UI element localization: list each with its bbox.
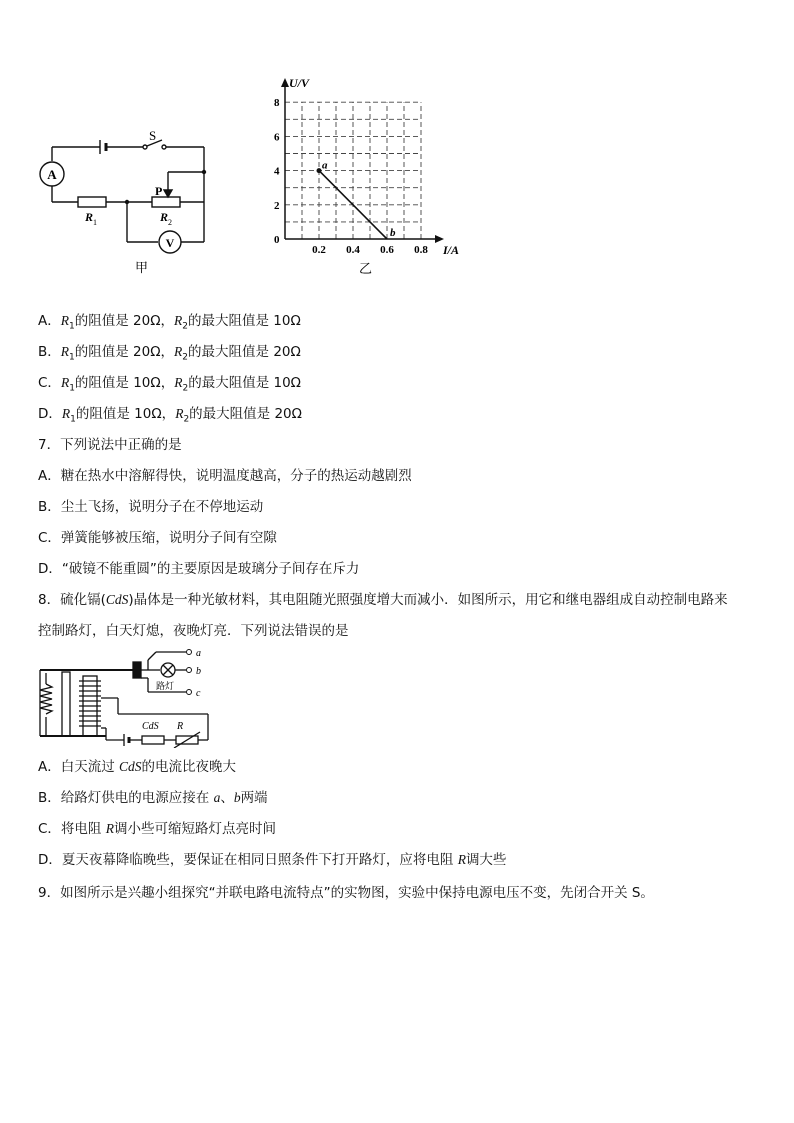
- point-a-label: a: [322, 159, 328, 172]
- q6-option-part: R: [174, 344, 183, 359]
- q8-option-a: [38, 758, 236, 776]
- x-tick-label: 0.8: [414, 244, 428, 256]
- q8-option-part: A．白天流过: [38, 759, 120, 775]
- switch-contact-left: [143, 145, 147, 149]
- q6-option-part: R: [60, 313, 69, 328]
- q8-stem-part: 8．硫化镉(: [38, 592, 106, 608]
- q8-stem-cds: CdS: [105, 592, 129, 607]
- q6-option-part: B．: [38, 344, 61, 360]
- y-tick-label: 2: [274, 199, 280, 212]
- junction-dot-right: [202, 170, 206, 174]
- q6-option-part: 的阻值是 20Ω，: [74, 313, 175, 329]
- ui-graph-yi: [265, 74, 465, 284]
- switch-label: S: [149, 128, 157, 143]
- terminal-b: [187, 668, 192, 673]
- q6-option-part: 2: [182, 321, 189, 332]
- q6-option-c: [38, 374, 301, 398]
- r1-label: R: [85, 210, 94, 224]
- terminal-c: [187, 690, 192, 695]
- x-tick-label: 0.2: [312, 244, 326, 256]
- q8-option-b: [38, 789, 268, 807]
- q6-option-part: 1: [70, 414, 76, 425]
- q8-option-part: 调小些可缩短路灯点亮时间: [113, 821, 276, 837]
- q6-option-part: 2: [182, 352, 189, 363]
- q6-option-part: R: [61, 406, 71, 421]
- switch-contact-right: [162, 145, 166, 149]
- q8-option-part: CdS: [119, 759, 142, 774]
- slider-arrow: [164, 190, 172, 197]
- cds-label: CdS: [142, 721, 159, 732]
- q8-option-part: 、: [220, 790, 234, 806]
- q6-option-part: 1: [69, 321, 75, 332]
- q6-option-part: 的阻值是 10Ω，: [74, 375, 175, 391]
- ammeter-label: A: [47, 167, 57, 182]
- graph-grid: [285, 102, 421, 239]
- q6-option-a: [38, 312, 301, 336]
- q6-option-part: R: [60, 375, 70, 390]
- q6-option-part: R: [60, 344, 70, 359]
- q6-option-part: R: [174, 375, 183, 390]
- q6-option-part: 的阻值是 20Ω，: [74, 344, 175, 360]
- q6-option-part: 2: [183, 414, 190, 425]
- q6-option-part: 的最大阻值是 20Ω: [188, 344, 301, 360]
- q8-option-part: 调大些: [465, 852, 507, 868]
- figure-jia-label: 甲: [135, 260, 149, 275]
- moving-contact: [133, 662, 141, 678]
- q6-option-part: 的最大阻值是 10Ω: [188, 375, 301, 391]
- q8-option-part: R: [457, 852, 466, 867]
- q8-stem-line1: [38, 591, 728, 609]
- relay-circuit-diagram: [36, 648, 216, 748]
- relay-post: [62, 672, 70, 736]
- q8-option-part: R: [105, 821, 114, 836]
- r2-label: R: [160, 210, 169, 224]
- origin-label: 0: [274, 234, 280, 246]
- q6-option-part: 1: [69, 352, 75, 363]
- lamp-label: 路灯: [156, 681, 175, 691]
- electromagnet-coil: [79, 681, 101, 726]
- q6-option-part: D．: [38, 406, 62, 422]
- q7-option-b: B．尘土飞扬，说明分子在不停地运动: [38, 499, 264, 515]
- q7-option-a: A．糖在热水中溶解得快，说明温度越高，分子的热运动越剧烈: [38, 468, 412, 484]
- q6-option-part: 1: [69, 383, 75, 394]
- q6-option-part: C．: [38, 375, 61, 391]
- junction-dot-mid: [125, 200, 129, 204]
- point-a: [317, 168, 322, 173]
- q6-option-d: [38, 405, 302, 429]
- terminal-b-label: b: [196, 666, 201, 677]
- q6-option-part: 的最大阻值是 20Ω: [189, 406, 302, 422]
- q8-option-part: C．将电阻: [38, 821, 106, 837]
- q8-option-part: 两端: [240, 790, 268, 806]
- q8-stem-part: )晶体是一种光敏材料，其电阻随光照强度增大而减小．如图所示，用它和继电器组成自动控制电路来: [128, 592, 728, 608]
- y-tick-label: 8: [274, 97, 280, 110]
- r1-subscript: 1: [93, 218, 97, 227]
- q6-option-part: A．: [38, 313, 61, 329]
- point-b-label: b: [390, 227, 396, 239]
- x-axis-arrow: [435, 235, 444, 243]
- y-tick-label: 4: [274, 165, 280, 178]
- q8-option-part: a: [213, 790, 221, 805]
- q8-stem-line2: 控制路灯，白天灯熄，夜晚灯亮．下列说法错误的是: [38, 623, 349, 639]
- figure-yi-label: 乙: [359, 261, 373, 276]
- slider-label: P: [155, 184, 163, 198]
- q8-option-part: D．夏天夜幕降临晚些，要保证在相同日照条件下打开路灯，应将电阻: [38, 852, 458, 868]
- voltmeter-label: V: [165, 236, 175, 250]
- q6-option-part: 的最大阻值是 10Ω: [188, 313, 301, 329]
- x-tick-label: 0.4: [346, 244, 360, 256]
- q8-option-part: B．给路灯供电的电源应接在: [38, 790, 214, 806]
- y-axis-arrow: [281, 78, 289, 87]
- terminal-c-label: c: [196, 688, 201, 699]
- rheostat-arrow: [174, 732, 200, 748]
- q6-option-part: R: [175, 406, 184, 421]
- terminal-a-label: a: [196, 648, 201, 659]
- r2-rheostat: [152, 197, 180, 207]
- q8-option-d: [38, 851, 506, 869]
- x-axis-label: I/A: [443, 243, 460, 257]
- q6-option-b: [38, 343, 301, 367]
- terminal-a: [187, 650, 192, 655]
- x-tick-label: 0.6: [380, 244, 394, 256]
- relay-spring: [40, 684, 52, 714]
- r-label: R: [177, 721, 184, 732]
- cds-resistor: [142, 736, 164, 744]
- y-tick-label: 6: [274, 131, 280, 144]
- q6-option-part: R: [174, 313, 183, 328]
- q8-option-part: 的电流比夜晚大: [141, 759, 237, 775]
- q7-stem: 7．下列说法中正确的是: [38, 437, 182, 453]
- circuit-diagram-jia: [30, 120, 220, 280]
- y-axis-label: U/V: [289, 76, 310, 90]
- r1-resistor: [78, 197, 106, 207]
- q6-option-part: 的阻值是 10Ω，: [75, 406, 176, 422]
- q7-option-d: D．“破镜不能重圆”的主要原因是玻璃分子间存在斥力: [38, 561, 360, 577]
- q9-stem: 9．如图所示是兴趣小组探究“并联电路电流特点”的实物图，实验中保持电源电压不变，先闭合开关 S。: [38, 885, 654, 901]
- q8-option-part: b: [233, 790, 241, 805]
- q7-option-c: C．弹簧能够被压缩，说明分子间有空隙: [38, 530, 277, 546]
- q8-option-c: [38, 820, 276, 838]
- q6-option-part: 2: [182, 383, 189, 394]
- r2-subscript: 2: [168, 218, 172, 227]
